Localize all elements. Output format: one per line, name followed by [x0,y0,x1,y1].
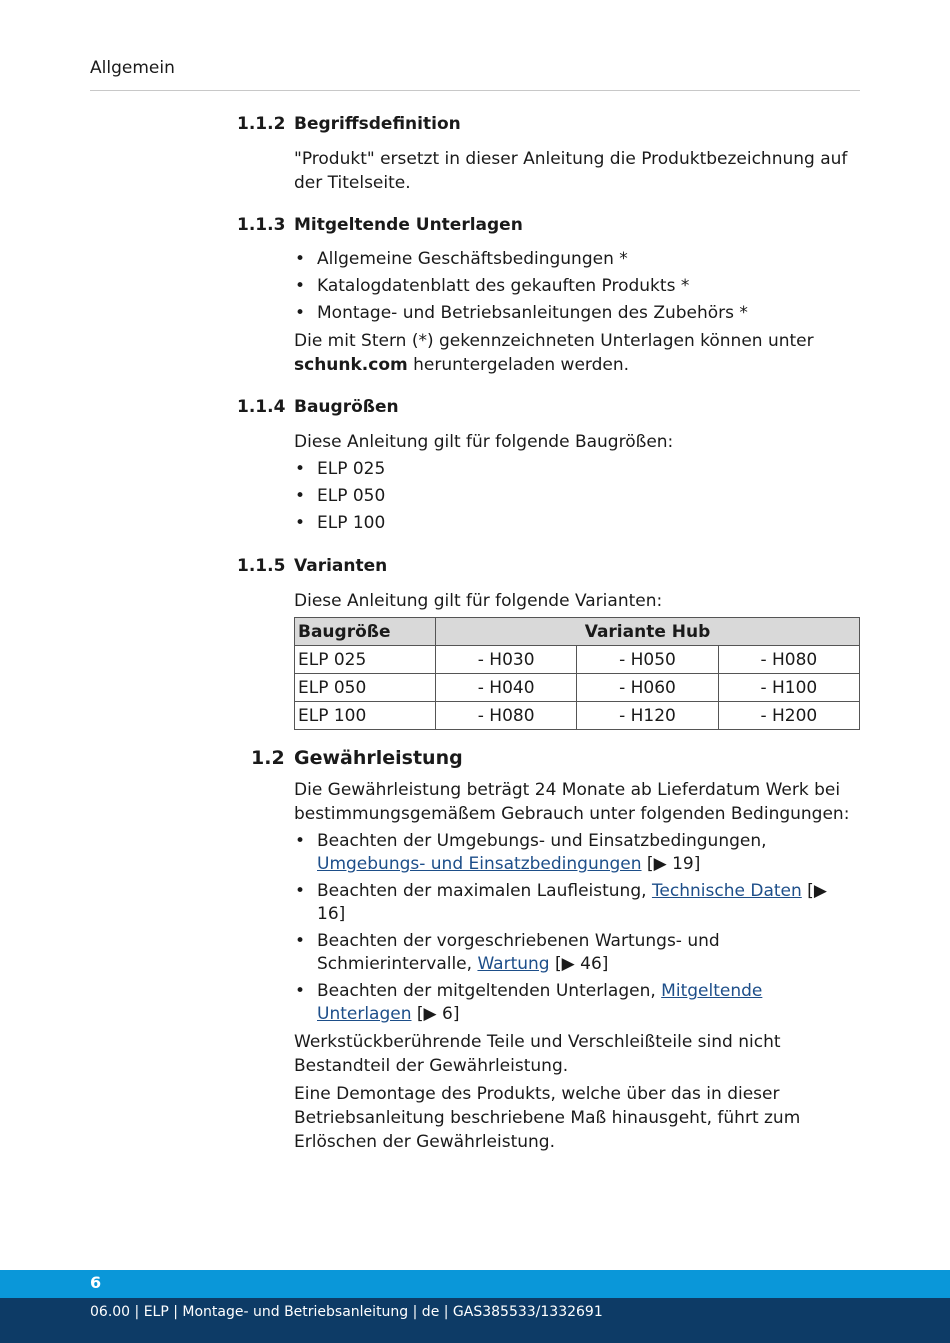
item-text: Beachten der vorgeschriebenen Wartungs- und Schmierintervalle, [317,931,720,974]
table-cell: - H200 [718,702,859,730]
list-item: • Beachten der vorgeschriebenen Wartungs- und Schmierintervalle, Wartung [▶ 46] [294,930,860,976]
table-cell: ELP 050 [295,674,436,702]
disassembly-note: Eine Demontage des Produkts, welche über das in dieser Betriebsanleitung beschriebene Maß hinausgeht, führt zum Erlöschen der Gewährleistung. [294,1084,801,1152]
note-text-end: heruntergeladen werden. [407,355,630,375]
page-number: 6 [90,1273,102,1292]
page-ref-arrow-icon: ▶ [813,881,827,901]
definition-text: "Produkt" ersetzt in dieser Anleitung die Produktbezeichnung auf der Titelseite. [294,149,848,193]
section-body-1-1-5 [294,589,860,730]
table-row [295,702,860,730]
cross-reference-link[interactable]: Mitgeltende Unterlagen [317,981,763,1024]
section-heading-1-2 [251,747,463,769]
warranty-intro: Die Gewährleistung beträgt 24 Monate ab Lieferdatum Werk bei bestimmungsgemäßem Gebrauch unter folgenden Bedingungen: [294,780,850,824]
page-ref: 16 [317,904,339,924]
page-ref-arrow-icon: ▶ [653,854,667,874]
table-header-cell: Variante Hub [436,618,860,646]
table-cell: ELP 100 [295,702,436,730]
list-item: • Montage- und Betriebsanleitungen des Zubehörs * [294,302,860,325]
conditions-list [294,830,860,1026]
section-heading-1-1-3 [237,215,523,235]
section-heading-1-1-2 [237,114,461,134]
page-ref-arrow-icon: ▶ [423,1004,437,1024]
intro-text: Diese Anleitung gilt für folgende Varianten: [294,591,663,611]
note-text: Die mit Stern (*) gekennzeichneten Unterlagen können unter [294,331,814,351]
schunk-link-text: schunk.com [294,355,408,375]
cross-reference-link[interactable]: Technische Daten [651,881,802,901]
list-item: • Allgemeine Geschäftsbedingungen * [294,248,860,271]
section-number: 1.1.4 [237,397,286,417]
table-header-cell: Baugröße [295,618,436,646]
section-title: Varianten [294,556,388,576]
section-body-1-2 [294,778,860,1154]
section-heading-1-1-5 [237,556,388,576]
table-header-row [295,618,860,646]
page-ref: 6 [442,1004,453,1024]
page-ref: 46 [580,954,602,974]
footer-page-bar [0,1270,950,1298]
download-note [294,329,860,377]
section-title: Begriffsdefinition [294,114,461,134]
table-cell: - H120 [577,702,718,730]
section-body-1-1-4 [294,430,860,539]
section-title: Mitgeltende Unterlagen [294,215,523,235]
wear-parts-note: Werkstückberührende Teile und Verschleißteile sind nicht Bestandteil der Gewährleistung. [294,1032,781,1076]
list-item: • Beachten der maximalen Laufleistung, Technische Daten [▶ 16] [294,880,860,926]
page-ref-arrow-icon: ▶ [561,954,575,974]
header-title: Allgemein [90,58,175,78]
section-body-1-1-3 [294,248,860,377]
list-item: • Beachten der mitgeltenden Unterlagen, Mitgeltende Unterlagen [▶ 6] [294,980,860,1026]
table-cell: - H060 [577,674,718,702]
table-row [295,674,860,702]
variants-table [294,617,860,730]
intro-text: Diese Anleitung gilt für folgende Baugrößen: [294,432,674,452]
table-cell: - H040 [436,674,577,702]
table-cell: - H100 [718,674,859,702]
document-list [294,248,860,325]
list-item: • ELP 100 [294,512,860,535]
item-text: Beachten der Umgebungs- und Einsatzbedingungen, [317,831,767,851]
section-number: 1.1.2 [237,114,286,134]
section-title: Gewährleistung [294,747,463,769]
section-title: Baugrößen [294,397,399,417]
list-item: • Katalogdatenblatt des gekauften Produkts * [294,275,860,298]
list-item: • ELP 025 [294,458,860,481]
table-cell: - H050 [577,646,718,674]
table-cell: - H030 [436,646,577,674]
table-cell: ELP 025 [295,646,436,674]
table-cell: - H080 [436,702,577,730]
item-text: Beachten der mitgeltenden Unterlagen, [317,981,662,1001]
cross-reference-link[interactable]: Wartung [477,954,550,974]
list-item: • Beachten der Umgebungs- und Einsatzbedingungen, Umgebungs- und Einsatzbedingungen [▶ 19] [294,830,860,876]
footer-info-bar [0,1298,950,1343]
table-row [295,646,860,674]
cross-reference-link[interactable]: Umgebungs- und Einsatzbedingungen [317,854,642,874]
section-body-1-1-2 [294,147,860,195]
size-list [294,458,860,535]
section-number: 1.1.5 [237,556,286,576]
page-ref: 19 [672,854,694,874]
section-heading-1-1-4 [237,397,399,417]
section-number: 1.1.3 [237,215,286,235]
table-cell: - H080 [718,646,859,674]
page-header [90,58,860,91]
list-item: • ELP 050 [294,485,860,508]
footer-document-info: 06.00 | ELP | Montage- und Betriebsanleitung | de | GAS385533/1332691 [90,1304,603,1320]
item-text: Beachten der maximalen Laufleistung, [317,881,652,901]
section-number: 1.2 [251,747,285,769]
